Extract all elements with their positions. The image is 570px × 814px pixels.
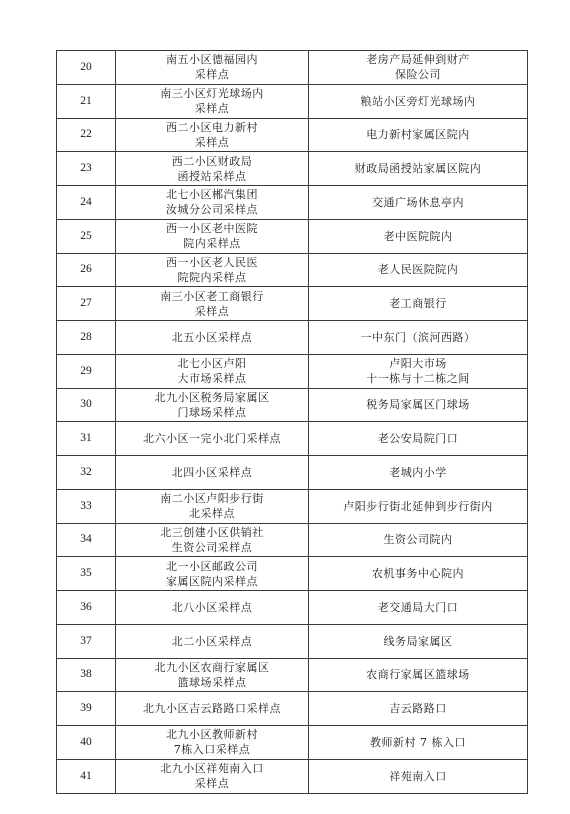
sampling-point-cell: 北七小区卢阳 大市场采样点	[116, 354, 309, 388]
location-cell: 老城内小学	[309, 456, 528, 490]
location-cell: 生资公司院内	[309, 523, 528, 557]
row-number-cell: 20	[57, 51, 116, 85]
row-number-cell: 26	[57, 253, 116, 287]
table-row	[57, 658, 528, 692]
location-cell: 电力新村家属区院内	[309, 118, 528, 152]
location-cell: 财政局函授站家属区院内	[309, 152, 528, 186]
location-cell: 农商行家属区篮球场	[309, 658, 528, 692]
table-row	[57, 591, 528, 625]
location-cell: 老房产局延伸到财产 保险公司	[309, 51, 528, 85]
row-number-cell: 30	[57, 388, 116, 422]
row-number-cell: 38	[57, 658, 116, 692]
table-row	[57, 557, 528, 591]
sampling-point-cell: 北七小区郴汽集团 汝城分公司采样点	[116, 186, 309, 220]
location-cell: 教师新村 7 栋入口	[309, 726, 528, 760]
table-row	[57, 84, 528, 118]
table-row	[57, 523, 528, 557]
location-cell: 老人民医院院内	[309, 253, 528, 287]
sampling-point-cell: 北八小区采样点	[116, 591, 309, 625]
location-cell: 卢阳大市场 十一栋与十二栋之间	[309, 354, 528, 388]
location-cell: 祥苑南入口	[309, 759, 528, 793]
row-number-cell: 33	[57, 489, 116, 523]
sampling-point-cell: 北一小区邮政公司 家属区院内采样点	[116, 557, 309, 591]
table-row	[57, 287, 528, 321]
sampling-point-cell: 西一小区老人民医 院院内采样点	[116, 253, 309, 287]
row-number-cell: 36	[57, 591, 116, 625]
sampling-point-cell: 南三小区灯光球场内 采样点	[116, 84, 309, 118]
sampling-point-cell: 西二小区电力新村 采样点	[116, 118, 309, 152]
table-body	[57, 51, 528, 794]
table-row	[57, 186, 528, 220]
sampling-point-cell: 北六小区一完小北门采样点	[116, 422, 309, 456]
sampling-point-cell: 北九小区税务局家属区 门球场采样点	[116, 388, 309, 422]
row-number-cell: 24	[57, 186, 116, 220]
table-row	[57, 152, 528, 186]
sampling-point-cell: 西二小区财政局 函授站采样点	[116, 152, 309, 186]
location-cell: 老工商银行	[309, 287, 528, 321]
location-cell: 税务局家属区门球场	[309, 388, 528, 422]
table-row	[57, 51, 528, 85]
table-row	[57, 118, 528, 152]
sampling-point-cell: 南五小区德福园内 采样点	[116, 51, 309, 85]
sampling-point-cell: 西一小区老中医院 院内采样点	[116, 219, 309, 253]
location-cell: 老公安局院门口	[309, 422, 528, 456]
table-row	[57, 726, 528, 760]
row-number-cell: 34	[57, 523, 116, 557]
sampling-point-cell: 南三小区老工商银行 采样点	[116, 287, 309, 321]
table-row	[57, 354, 528, 388]
sampling-point-cell: 北三创建小区供销社 生资公司采样点	[116, 523, 309, 557]
sampling-point-cell: 北九小区祥苑南入口 采样点	[116, 759, 309, 793]
location-cell: 老交通局大门口	[309, 591, 528, 625]
row-number-cell: 32	[57, 456, 116, 490]
row-number-cell: 35	[57, 557, 116, 591]
table-row	[57, 422, 528, 456]
row-number-cell: 22	[57, 118, 116, 152]
sampling-point-cell: 北五小区采样点	[116, 321, 309, 355]
location-cell: 一中东门（滨河西路）	[309, 321, 528, 355]
sampling-point-cell: 北四小区采样点	[116, 456, 309, 490]
sampling-points-table	[56, 50, 528, 794]
table-row	[57, 253, 528, 287]
table-row	[57, 321, 528, 355]
location-cell: 线务局家属区	[309, 624, 528, 658]
table-row	[57, 456, 528, 490]
row-number-cell: 25	[57, 219, 116, 253]
table-row	[57, 692, 528, 726]
sampling-point-cell: 北九小区吉云路路口采样点	[116, 692, 309, 726]
sampling-point-cell: 南二小区卢阳步行街 北采样点	[116, 489, 309, 523]
row-number-cell: 37	[57, 624, 116, 658]
row-number-cell: 27	[57, 287, 116, 321]
location-cell: 卢阳步行街北延伸到步行街内	[309, 489, 528, 523]
row-number-cell: 28	[57, 321, 116, 355]
row-number-cell: 40	[57, 726, 116, 760]
location-cell: 吉云路路口	[309, 692, 528, 726]
row-number-cell: 21	[57, 84, 116, 118]
row-number-cell: 41	[57, 759, 116, 793]
row-number-cell: 31	[57, 422, 116, 456]
location-cell: 粮站小区旁灯光球场内	[309, 84, 528, 118]
sampling-point-cell: 北九小区农商行家属区 篮球场采样点	[116, 658, 309, 692]
table-row	[57, 624, 528, 658]
location-cell: 交通广场休息亭内	[309, 186, 528, 220]
sampling-point-cell: 北二小区采样点	[116, 624, 309, 658]
location-cell: 老中医院院内	[309, 219, 528, 253]
table-row	[57, 219, 528, 253]
location-cell: 农机事务中心院内	[309, 557, 528, 591]
table-row	[57, 388, 528, 422]
sampling-point-cell: 北九小区教师新村 7栋入口采样点	[116, 726, 309, 760]
table-row	[57, 759, 528, 793]
row-number-cell: 29	[57, 354, 116, 388]
row-number-cell: 23	[57, 152, 116, 186]
table-row	[57, 489, 528, 523]
row-number-cell: 39	[57, 692, 116, 726]
